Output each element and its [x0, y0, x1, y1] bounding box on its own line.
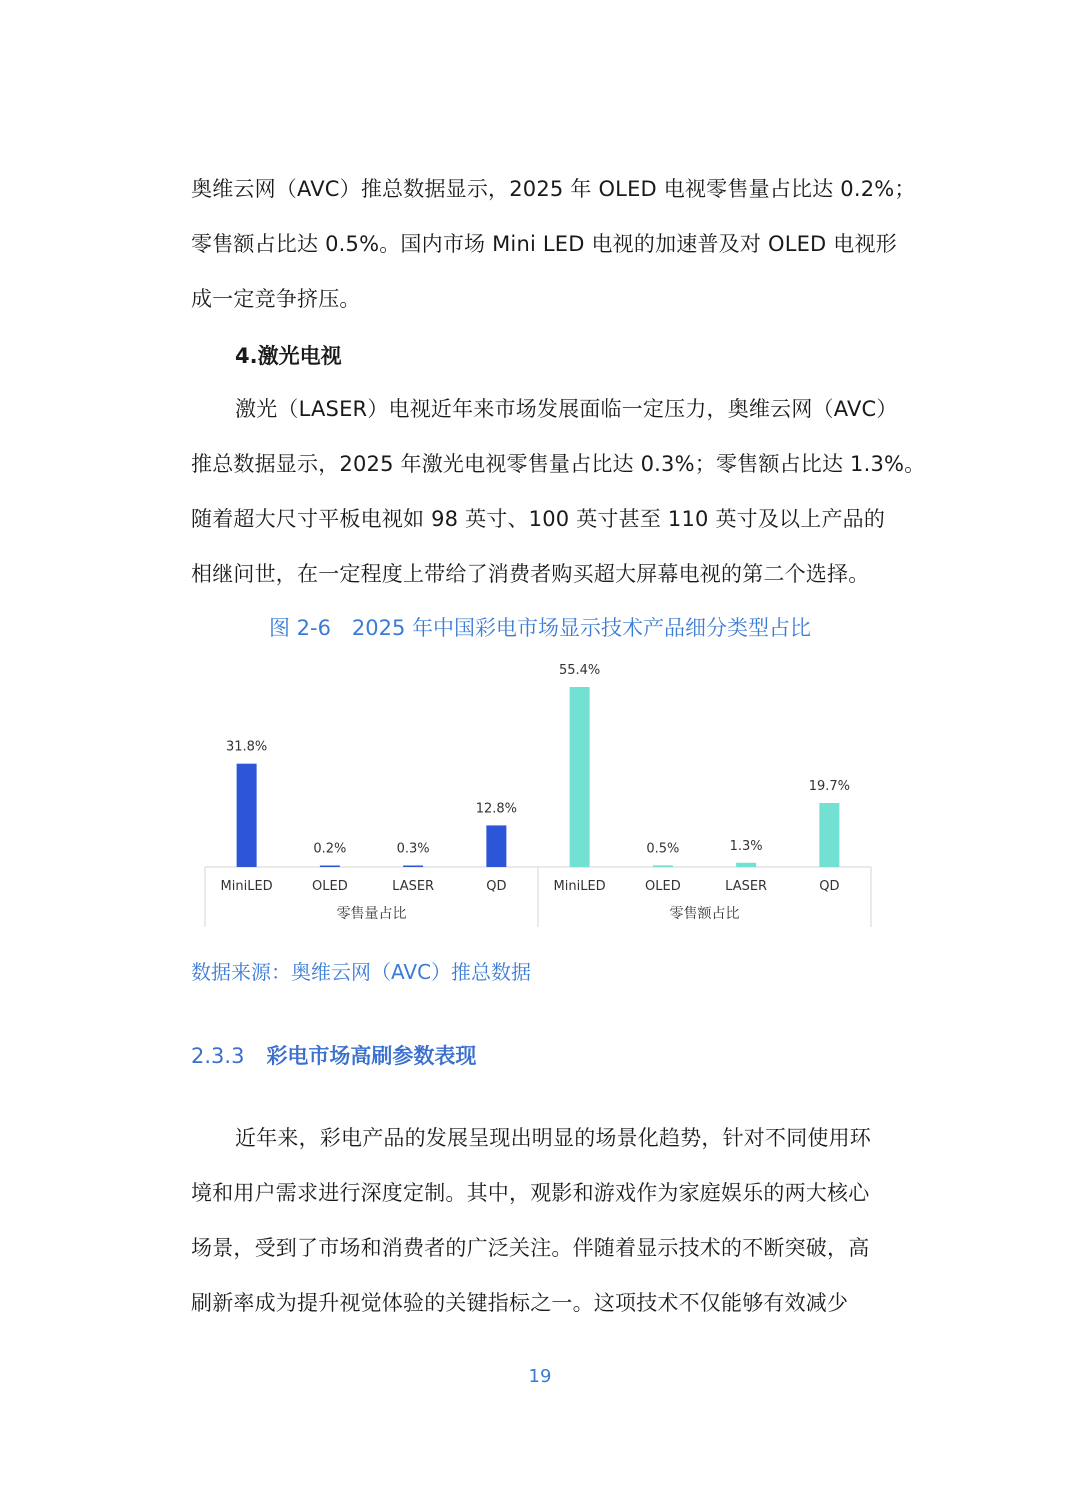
- x-tick-label: OLED: [312, 879, 348, 894]
- data-label: 1.3%: [729, 838, 763, 854]
- x-tick-label: MiniLED: [553, 879, 606, 894]
- paragraph-line: 激光（LASER）电视近年来市场发展面临一定压力，奥维云网（AVC）: [235, 397, 898, 421]
- page-number: 19: [528, 1366, 552, 1387]
- bar-miniled-volume: [237, 764, 257, 867]
- x-tick-label: LASER: [392, 879, 435, 894]
- paragraph-line: 随着超大尺寸平板电视如 98 英寸、100 英寸甚至 110 英寸及以上产品的: [191, 507, 886, 531]
- bar-qd-volume: [486, 825, 506, 867]
- bar-qd-value: [819, 803, 839, 867]
- x-tick-label: MiniLED: [220, 879, 273, 894]
- section-title: 彩电市场高刷参数表现: [266, 1044, 477, 1068]
- x-tick-label: QD: [819, 879, 840, 894]
- data-label: 55.4%: [558, 663, 601, 678]
- section-number: 2.3.3: [191, 1044, 245, 1068]
- paragraph-3: [191, 1111, 891, 1331]
- bar-miniled-value: [570, 687, 590, 867]
- data-label: 0.3%: [396, 841, 430, 857]
- paragraph-line: 刷新率成为提升视觉体验的关键指标之一。这项技术不仅能够有效减少: [191, 1291, 849, 1315]
- bar-laser-value: [736, 863, 756, 867]
- x-tick-label: QD: [486, 879, 507, 894]
- group-label: 零售额占比: [669, 906, 740, 922]
- paragraph-2: [191, 382, 926, 602]
- paragraph-1: [191, 162, 916, 327]
- bar-oled-volume: [320, 866, 340, 868]
- paragraph-line: 零售额占比达 0.5%。国内市场 Mini LED 电视的加速普及对 OLED 电视形: [191, 232, 897, 256]
- chart-axes: [205, 867, 871, 927]
- bar-chart: [195, 650, 885, 935]
- paragraph-line: 奥维云网（AVC）推总数据显示，2025 年 OLED 电视零售量占比达 0.2%；: [191, 177, 916, 201]
- paragraph-line: 近年来，彩电产品的发展呈现出明显的场景化趋势，针对不同使用环: [235, 1126, 871, 1150]
- x-tick-label: LASER: [725, 879, 768, 894]
- paragraph-line: 相继问世，在一定程度上带给了消费者购买超大屏幕电视的第二个选择。: [191, 562, 870, 586]
- paragraph-line: 场景，受到了市场和消费者的广泛关注。伴随着显示技术的不断突破，高: [191, 1236, 870, 1260]
- data-source: 数据来源：奥维云网（AVC）推总数据: [191, 960, 532, 984]
- data-label: 0.5%: [646, 841, 680, 857]
- subheading: 4.激光电视: [235, 344, 342, 368]
- bar-laser-volume: [403, 866, 423, 868]
- x-tick-label: OLED: [645, 879, 681, 894]
- data-label: 19.7%: [808, 778, 851, 794]
- data-label: 31.8%: [225, 739, 268, 755]
- data-label: 12.8%: [475, 801, 518, 817]
- figure-title: 图 2-6 2025 年中国彩电市场显示技术产品细分类型占比: [268, 616, 812, 640]
- bar-oled-value: [653, 865, 673, 867]
- paragraph-line: 成一定竞争挤压。: [191, 287, 361, 311]
- paragraph-line: 境和用户需求进行深度定制。其中，观影和游戏作为家庭娱乐的两大核心: [191, 1181, 870, 1205]
- data-label: 0.2%: [313, 841, 347, 857]
- group-label: 零售量占比: [336, 906, 407, 922]
- section-heading: [191, 1040, 476, 1070]
- paragraph-line: 推总数据显示，2025 年激光电视零售量占比达 0.3%；零售额占比达 1.3%。: [191, 452, 926, 476]
